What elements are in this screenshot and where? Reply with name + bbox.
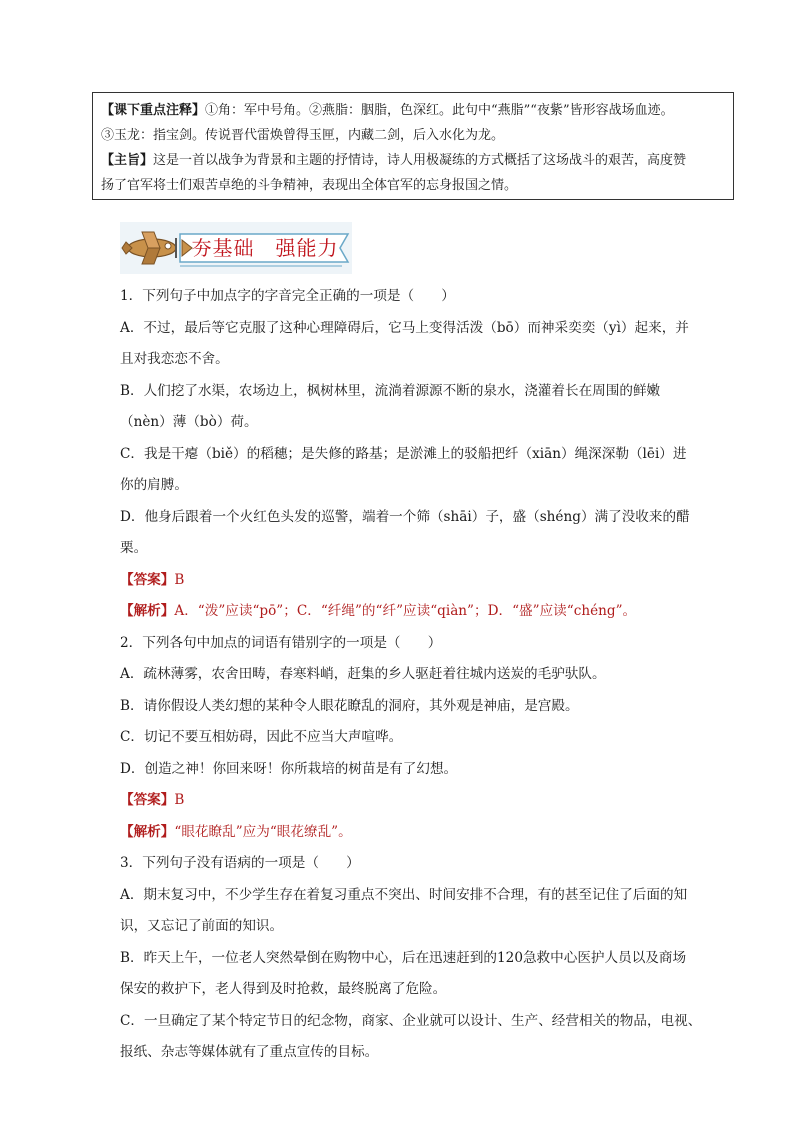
option-b-line-1: B．昨天上午，一位老人突然晕倒在购物中心，后在迅速赶到的120急救中心医护人员以及商场	[120, 949, 687, 966]
option-c-line-1: C．一旦确定了某个特定节日的纪念物，商家、企业就可以设计、生产、经营相关的物品，电视、	[120, 1012, 702, 1029]
question-stem: 1．下列句子中加点字的字音完全正确的一项是（ ）	[120, 288, 455, 304]
notes-line-1	[101, 98, 725, 123]
answer-tag: 【答案】	[120, 792, 175, 808]
option-b-line-2: 保安的救护下，老人得到及时抢救，最终脱离了危险。	[120, 981, 447, 997]
option-a-line-1: A．不过，最后等它克服了这种心理障碍后，它马上变得活泼（bō）而神采奕奕（yì）起来，并	[120, 319, 689, 336]
banner-title: 夯基础 强能力	[191, 236, 339, 260]
option-c-line-2: 报纸、杂志等媒体就有了重点宣传的目标。	[120, 1044, 379, 1060]
analysis-text: A．“泼”应读“pō”；C．“纤绳”的“纤”应读“qiàn”；D．“盛”应读“chéng”。	[174, 603, 637, 619]
answer-line	[120, 565, 712, 597]
answer-value: B	[174, 571, 185, 588]
analysis-text: “眼花瞭乱”应为“眼花缭乱”。	[174, 823, 352, 840]
option-b-line-1: B．请你假设人类幻想的某种令人眼花瞭乱的洞府，其外观是神庙，是宫殿。	[120, 697, 579, 714]
option-a-line-2: 识，又忘记了前面的知识。	[120, 918, 284, 934]
analysis-line	[120, 596, 712, 628]
notes-line-2: ③玉龙：指宝剑。传说晋代雷焕曾得玉匣，内藏二剑，后入水化为龙。	[101, 128, 505, 143]
option-d-line-1: D．创造之神！你回来呀！你所栽培的树苗是有了幻想。	[120, 760, 458, 777]
question-stem: 3．下列句子没有语病的一项是（ ）	[120, 855, 360, 871]
option-c-line-1: C．我是干瘪（biě）的稻穗；是失修的路基；是淤滩上的驳船把纤（xiān）绳深深勒（lēi）进	[120, 445, 687, 462]
option-c-line-1: C．切记不要互相妨碍，因此不应当大声喧哗。	[120, 729, 403, 745]
answer-line	[120, 785, 712, 817]
option-a-line-1: A．期末复习中，不少学生存在着复习重点不突出、时间安排不合理，有的甚至记住了后面的知	[120, 886, 688, 903]
theme-tag: 【主旨】	[101, 153, 154, 168]
option-d-line-1: D．他身后跟着一个火红色头发的巡警，端着一个筛（shāi）子，盛（shéng）满了没收来的醋栗。	[120, 508, 690, 556]
answer-value: B	[174, 792, 185, 808]
section-banner	[120, 222, 356, 274]
question-content	[120, 281, 712, 1069]
notes-tag: 【课下重点注释】	[101, 103, 206, 118]
analysis-tag: 【解析】	[120, 603, 175, 619]
option-c-line-2: 你的肩膊。	[120, 477, 188, 493]
theme-text: 这是一首以战争为背景和主题的抒情诗，诗人用极凝练的方式概括了这场战斗的艰苦，高度赞	[153, 153, 687, 168]
annotations-box	[92, 92, 734, 200]
analysis-tag: 【解析】	[120, 823, 175, 840]
question-stem: 2．下列各句中加点的词语有错别字的一项是（ ）	[120, 634, 442, 651]
answer-tag: 【答案】	[120, 571, 175, 588]
notes-text: ①角：军中号角。②燕脂：胭脂，色深红。此句中“燕脂”“夜紫”皆形容战场血迹。	[205, 103, 674, 118]
option-b-line-2: （nèn）薄（bò）荷。	[120, 414, 258, 430]
option-a-line-2: 且对我恋恋不舍。	[120, 351, 229, 367]
notes-line-3	[101, 148, 725, 173]
notes-line-4: 扬了官军将士们艰苦卓绝的斗争精神，表现出全体官军的忘身报国之情。	[101, 178, 518, 193]
analysis-line	[120, 817, 712, 849]
option-a-line-1: A．疏林薄雾，农舍田畴，春寒料峭，赶集的乡人驱赶着往城内送炭的毛驴驮队。	[120, 666, 606, 682]
option-b-line-1: B．人们挖了水渠，农场边上，枫树林里，流淌着源源不断的泉水，浇灌着长在周围的鲜嫩	[120, 382, 661, 399]
